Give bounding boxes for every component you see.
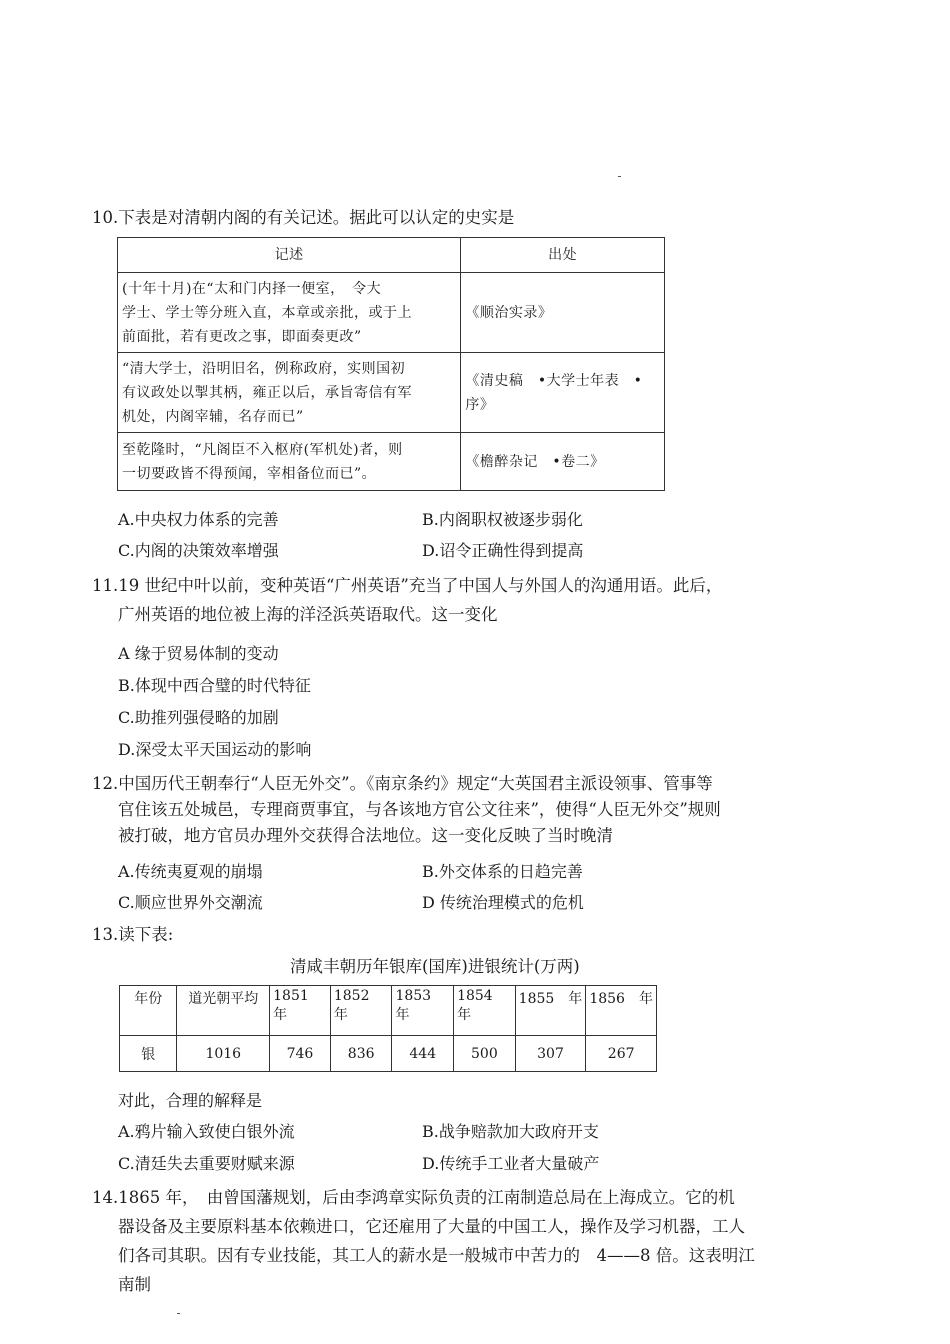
q10-row-3-source: 《檐醉杂记 •卷二》: [461, 433, 665, 491]
q12-stem-line-2: 官住该五处城邑，专理商贾事宜，与各该地方官公文往来”，使得“人臣无外交”规则: [118, 800, 721, 819]
q11-option-d: D.深受太平天国运动的影响: [118, 740, 312, 759]
q13-header-1852: 1852 年: [330, 986, 392, 1036]
q14-stem-line-2: 器设备及主要原料基本依赖进口，它还雇用了大量的中国工人，操作及学习机器，工人: [118, 1217, 745, 1236]
q13-option-b: B.战争赔款加大政府开支: [422, 1122, 599, 1141]
q13-option-c: C.清廷失去重要财赋来源: [118, 1154, 295, 1173]
q11-stem-line-1: 11.19 世纪中叶以前，变种英语“广州英语”充当了中国人与外国人的沟通用语。此后，: [92, 576, 723, 595]
q10-row-2-text: “清大学士，沿明旧名，例称政府，实则国初 有议政处以掣其柄，雍正以后，承旨寄信有军 机处，内阁宰辅，名存而已”: [118, 353, 461, 433]
q11-stem-line-2: 广州英语的地位被上海的洋泾浜英语取代。这一变化: [118, 605, 498, 624]
q11-option-c: C.助推列强侵略的加剧: [118, 708, 279, 727]
q14-stem-line-4: 南制: [118, 1275, 151, 1294]
q12-stem-line-3: 被打破，地方官员办理外交获得合法地位。这一变化反映了当时晚清: [118, 826, 613, 845]
q14-stem-line-1: 14.1865 年， 由曾国藩规划，后由李鸿章实际负责的江南制造总局在上海成立。它的机: [92, 1188, 735, 1207]
q13-header-1854: 1854 年: [454, 986, 516, 1036]
q10-row-2-source: 《清史稿 •大学士年表 • 序》: [461, 353, 665, 433]
q10-row-3-text: 至乾隆时，“凡阁臣不入枢府(军机处)者，则 一切要政皆不得预闻，宰相备位而已”。: [118, 433, 461, 491]
q12-option-c: C.顺应世界外交潮流: [118, 893, 263, 912]
q10-option-d: D.诏令正确性得到提高: [422, 541, 584, 560]
q10-header-record: 记述: [118, 238, 461, 273]
q12-option-b: B.外交体系的日趋完善: [422, 862, 583, 881]
dot-mark-bottom: [177, 1313, 180, 1314]
q13-row-silver-label: 银: [120, 1036, 177, 1072]
dot-mark: [618, 176, 621, 177]
q12-stem-line-1: 12.中国历代王朝奉行“人臣无外交”。《南京条约》规定“大英国君主派设领事、管事等: [92, 774, 713, 793]
q10-header-source: 出处: [461, 238, 665, 273]
q12-option-a: A.传统夷夏观的崩塌: [118, 862, 263, 881]
q13-header-daoguang: 道光朝平均: [177, 986, 270, 1036]
q13-header-1853: 1853 年: [392, 986, 454, 1036]
q13-cell-daoguang: 1016: [177, 1036, 270, 1072]
q10-row-1-text: (十年十月)在“太和门内择一便室， 令大 学士、学士等分班入直，本章或亲批，或于上 前面批，若有更改之事，即面奏更改”: [118, 273, 461, 353]
q13-prompt: 对此，合理的解释是: [118, 1091, 263, 1110]
q13-header-1851: 1851 年: [270, 986, 331, 1036]
q13-header-1855: 1855 年: [515, 986, 586, 1036]
q14-stem-line-3: 们各司其职。因有专业技能，其工人的薪水是一般城市中苦力的 4——8 倍。这表明江: [118, 1246, 755, 1265]
q13-cell-1856: 267: [586, 1036, 657, 1072]
q13-cell-1852: 836: [330, 1036, 392, 1072]
q13-table-title: 清咸丰朝历年银库(国库)进银统计(万两): [290, 957, 580, 976]
q10-stem: 10.下表是对清朝内阁的有关记述。据此可以认定的史实是: [92, 208, 515, 227]
q12-option-d: D 传统治理模式的危机: [422, 893, 584, 912]
q13-table: [119, 985, 657, 1072]
q13-cell-1853: 444: [392, 1036, 454, 1072]
q10-table: [117, 237, 665, 491]
q10-option-c: C.内阁的决策效率增强: [118, 541, 279, 560]
q10-option-b: B.内阁职权被逐步弱化: [422, 510, 583, 529]
q13-cell-1855: 307: [515, 1036, 586, 1072]
q13-cell-1854: 500: [454, 1036, 516, 1072]
q13-option-a: A.鸦片输入致使白银外流: [118, 1122, 295, 1141]
q13-cell-1851: 746: [270, 1036, 331, 1072]
q13-option-d: D.传统手工业者大量破产: [422, 1154, 600, 1173]
q10-option-a: A.中央权力体系的完善: [118, 510, 279, 529]
q11-option-b: B.体现中西合璧的时代特征: [118, 676, 311, 695]
q11-option-a: A 缘于贸易体制的变动: [118, 644, 279, 663]
q13-header-1856: 1856 年: [586, 986, 657, 1036]
q10-row-1-source: 《顺治实录》: [461, 273, 665, 353]
q13-header-year: 年份: [120, 986, 177, 1036]
q13-stem: 13.读下表:: [92, 925, 174, 944]
